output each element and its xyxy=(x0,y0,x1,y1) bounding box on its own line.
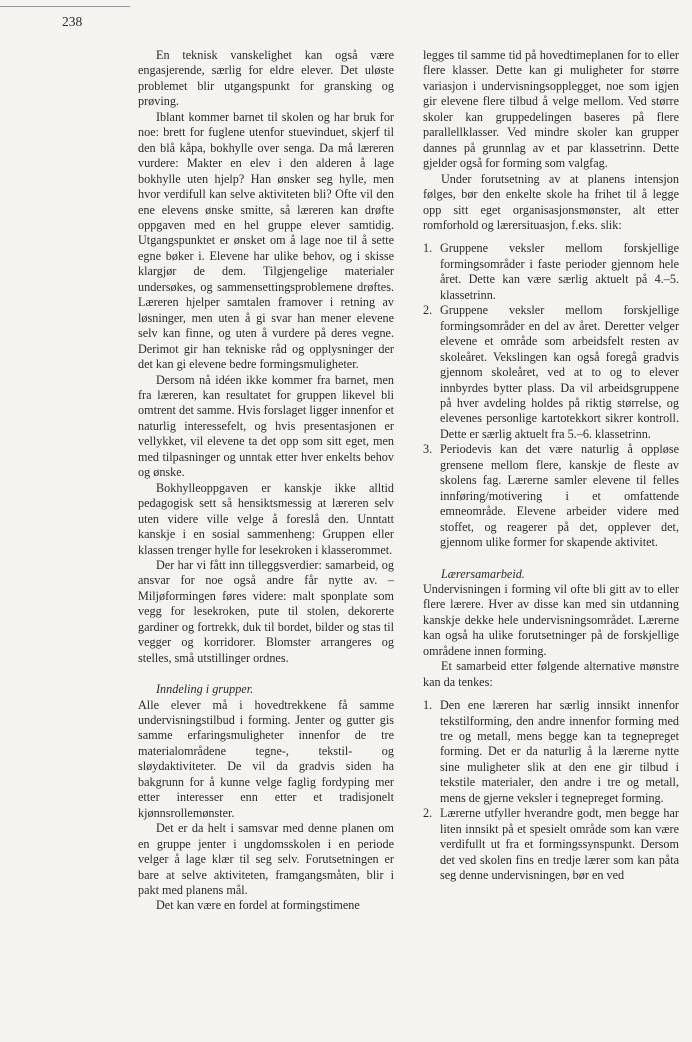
right-column xyxy=(423,48,679,884)
list-item: 2. Lærerne utfyller hverandre godt, men begge har liten innsikt på et spesielt område som kan være verdifullt ut fra et formingssynspunkt. Dersom det ved skolen fins en tredje lærer som kan påta seg denne undervisningen, bør en ved xyxy=(423,806,679,883)
right-paragraph-4: Et samarbeid etter følgende alternative mønstre kan da tenkes: xyxy=(423,659,679,689)
left-paragraph-6: Alle elever må i hovedtrekkene få samme undervisningstilbud i forming. Jenter og gutter gis samme erfaringsmuligheter innenfor de tre materialområdene tegne-, tekstil- og sløydaktiviteter. De vil da gradvis siden ha bakgrunn for å kunne velge faglig fordyping mer etter interesser enn etter et tradisjonelt kjønnsrollemønster. xyxy=(138,697,394,820)
right-paragraph-2: Under forutsetning av at planens intensjon følges, bør den enkelte skole ha frihet til å legge opp sitt eget organisasjonsmønster, alt etter romforhold og lærersituasjon, f.eks. slik: xyxy=(423,171,679,232)
section-heading-groups: Inndeling i grupper. xyxy=(156,682,254,697)
list-item: 1. Gruppene veksler mellom forskjellige formingsområder i faste perioder gjennom hele året. Dette kan være særlig aktuelt på 4.–5. klassetrinn. xyxy=(423,241,679,302)
section-heading-teacher-cooperation: Lærersamarbeid. xyxy=(441,566,525,581)
cooperation-list xyxy=(423,698,679,883)
left-paragraph-5: Der har vi fått inn tilleggsverdier: samarbeid, og ansvar for noe også andre får nytte av. – Miljøformingen føres videre: malt sponplate som vegg for lesekroken, pute til stolen, dekorerte gardiner og fortrekk, duk til bordet, bilder og stas til vegger og korridorer. Blomster arrangeres og stelles, små utstillinger ordnes. xyxy=(138,557,394,665)
organisation-list xyxy=(423,241,679,550)
left-paragraph-1: En teknisk vanskelighet kan også være engasjerende, særlig for eldre elever. Det uløste problemet blir utgangspunkt for gransking og prøving. xyxy=(138,48,394,109)
list-item: 2. Gruppene veksler mellom forskjellige formingsområder en del av året. Deretter velger elevene et område som arbeidsfelt resten av skoleåret. Vekslingen kan også foregå gradvis gjennom skoleåret, ved at to og to elever innbyrdes bytter plass. Da vil arbeidsgruppene på hver avdeling holdes på riktig størrelse, og elevenes personlige kartotekkort sikrer kontroll. Dette er særlig aktuelt fra 5.–6. klassetrinn. xyxy=(423,303,679,441)
left-paragraph-7: Det er da helt i samsvar med denne planen om en gruppe jenter i ungdomsskolen i en periode velger å lage klær til seg selv. Forutsetningen er bare at selve aktiviteten, framgangsmåten, blir i pakt med planens mål. xyxy=(138,821,394,898)
left-paragraph-3: Dersom nå idéen ikke kommer fra barnet, men fra læreren, kan resultatet for gruppen likevel bli omtrent det samme. Hvis forslaget ligger innenfor et naturlig interessefelt, og hvis presentasjonen er vellykket, vil elevene ta det opp som sitt eget, men med tilpasninger og unntak etter hver enkelts behov og ønske. xyxy=(138,372,394,480)
left-paragraph-2: Iblant kommer barnet til skolen og har bruk for noe: brett for fuglene utenfor stuevinduet, skjerf til den blå kåpa, bokhylle over senga. Da må læreren vurdere: Makter en elev i den alderen å lage bokhylle uten hjelp? Han ønsker seg hylle, men hvor verdifull kan selve aktiviteten bli? Ofte vil den ene elevens ønske smitte, så læreren kan drøfte oppgaven med en hel gruppe elever samtidig. Utgangspunktet er ønsket om å lage noe til å sette egne bøker i. Elevene har ulike behov, og i skisse klargjør de dem. Tilgjengelige materialer undersøkes, og sammensettingsproblemene drøftes. Læreren hjelper samtalen framover i retning av løsninger, men uten å gi svar han mener elevene selv kan finne, og uten å vurdere på deres vegne. Derimot gir han tekniske råd og opplysninger der det kan gi elevene bedre formingsmuligheter. xyxy=(138,109,394,372)
left-column xyxy=(138,48,394,914)
top-rule xyxy=(0,6,130,7)
left-paragraph-8: Det kan være en fordel at formingstimene xyxy=(156,898,360,913)
spacer xyxy=(138,666,394,682)
list-item: 1. Den ene læreren har særlig innsikt innenfor tekstilforming, den andre innenfor forming med tre og metall, mens begge kan ta tegnepreget forming. Det er da naturlig å la lærerne nytte sine muligheter slik at den ene gir tilbud i tekstile materialer, den andre i tre og metall, mens de gjerne veksler i tegnepreget forming. xyxy=(423,698,679,805)
list-item: 3. Periodevis kan det være naturlig å oppløse grensene mellom flere, kanskje de fleste av skolens fag. Lærerne samler elevene til felles innføring/motivering i et omfattende emneområde. Elevene arbeider videre med stoffet, og reagerer på det, opplever det, gjennom ulike former for skapende aktivitet. xyxy=(423,442,679,550)
spacer xyxy=(423,551,679,567)
right-paragraph-1: legges til samme tid på hovedtimeplanen for to eller flere klasser. Dette kan gi muligheter for større variasjon i undervisningsopplegget, noe som igjen gir elevene flere tilbud å velge mellom. Ved større skoler kan gruppedelingen baseres på flere parallellklasser. Ved mindre skoler kan grupper dannes på grunnlag av et par klassetrinn. Dette gjelder også for forming som valgfag. xyxy=(423,48,679,171)
spacer xyxy=(423,233,679,241)
spacer xyxy=(423,690,679,698)
right-paragraph-3: Undervisningen i forming vil ofte bli gitt av to eller flere lærere. Hver av disse kan med sin utdanning kanskje dekke hele undervisningsområdet. Lærerne kan også ha ulike forutsetninger på de forskjellige områdene innen forming. xyxy=(423,581,679,658)
left-paragraph-4: Bokhylleoppgaven er kanskje ikke alltid pedagogisk sett så hensiktsmessig at læreren selv uten videre ville velge å foreslå den. Unntatt kanskje i en sosial sammenheng: Gruppen eller klassen trenger hylle for lesekroken i klasserommet. xyxy=(138,480,394,557)
page-number: 238 xyxy=(62,14,83,29)
